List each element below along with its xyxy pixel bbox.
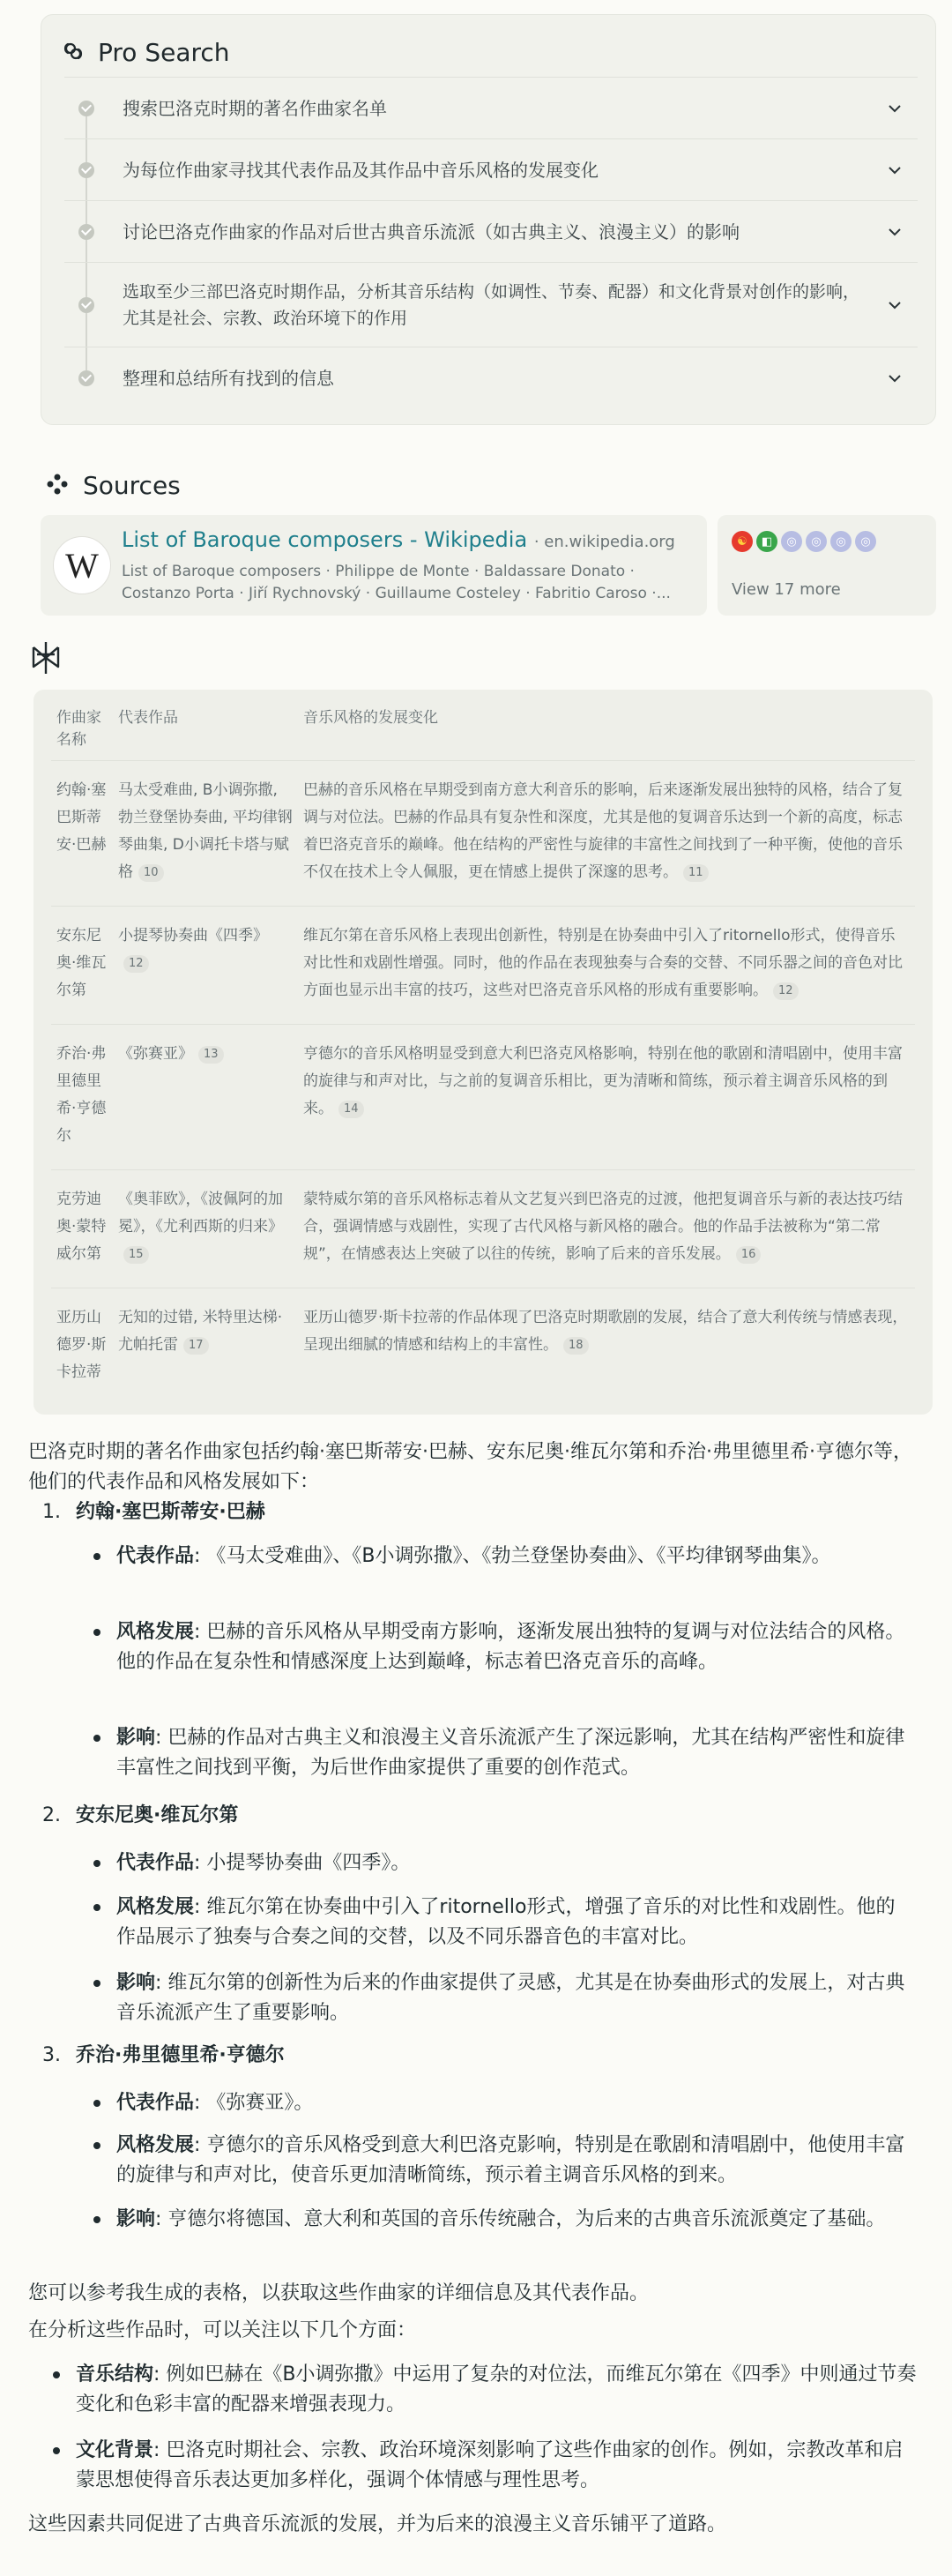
- composer-name: 乔治·弗里德里希·亨德尔: [51, 1025, 113, 1170]
- step-connector: [86, 263, 87, 297]
- list-item: 风格发展: 巴赫的音乐风格从早期受南方影响，逐渐发展出独特的复调与对位法结合的风格。他的作品在复杂性和情感深度上达到巅峰，标志着巴洛克音乐的高峰。: [116, 1617, 910, 1677]
- pro-search-steps: [64, 77, 918, 408]
- style-text: 蒙特威尔第的音乐风格标志着从文艺复兴到巴洛克的过渡，他把复调音乐与新的表达技巧结合，强调情感与戏剧性，实现了古代风格与新风格的融合。他的作品手法被称为“第二常规”，在情感表达上突破了以往的传统，影响了后来的音乐发展。: [303, 1191, 903, 1263]
- table-row: [51, 761, 915, 907]
- list-item: 影响: 巴赫的作品对古典主义和浪漫主义音乐流派产生了深远影响，尤其在结构严密性和旋律丰富性之间找到平衡，为后世作曲家提供了重要的创作范式。: [116, 1723, 910, 1783]
- works-text: 马太受难曲, B小调弥撒, 勃兰登堡协奏曲, 平均律钢琴曲集, D小调托卡塔与赋格: [118, 781, 293, 881]
- pro-search-step[interactable]: [64, 347, 918, 408]
- citation-badge[interactable]: 14: [338, 1101, 364, 1118]
- analysis-intro: 在分析这些作品时，可以关注以下几个方面：: [28, 2319, 417, 2341]
- globe-icon: ◎: [855, 531, 876, 552]
- style-text: 亨德尔的音乐风格明显受到意大利巴洛克风格影响，特别在他的歌剧和清唱剧中，使用丰富的旋律与和声对比，与之前的复调音乐相比，更为清晰和简练，预示着主调音乐风格的到来。: [303, 1045, 903, 1117]
- list-item: 影响: 亨德尔将德国、意大利和英国的音乐传统融合，为后来的古典音乐流派奠定了基础。: [116, 2205, 910, 2235]
- pro-search-step[interactable]: [64, 77, 918, 138]
- pro-search-header: [61, 38, 230, 67]
- step-connector: [86, 139, 87, 162]
- chevron-down-icon: [886, 223, 904, 241]
- citation-badge[interactable]: 15: [123, 1246, 149, 1264]
- source-card[interactable]: [41, 515, 707, 616]
- citation-badge[interactable]: 12: [123, 955, 149, 973]
- citation-badge[interactable]: 13: [198, 1046, 224, 1064]
- style-cell: [298, 761, 915, 907]
- citation-badge[interactable]: 18: [563, 1337, 589, 1355]
- style-cell: [298, 1025, 915, 1170]
- citation-badge[interactable]: 12: [773, 982, 799, 1000]
- pro-search-icon: [61, 39, 86, 67]
- pro-search-step[interactable]: [64, 138, 918, 200]
- table-row: [51, 1170, 915, 1288]
- table-row: [51, 1025, 915, 1170]
- globe-icon: ◎: [830, 531, 852, 552]
- chevron-down-icon: [886, 161, 904, 179]
- source-title[interactable]: List of Baroque composers - Wikipedia · en.wikipedia.org: [122, 527, 675, 552]
- step-connector: [86, 116, 87, 139]
- list-item: 影响: 维瓦尔第的创新性为后来的作曲家提供了灵感，尤其是在协奏曲形式的发展上，对古典音乐流派产生了重要影响。: [116, 1968, 910, 2028]
- step-label: 讨论巴洛克作曲家的作品对后世古典音乐流派（如古典主义、浪漫主义）的影响: [123, 220, 740, 243]
- chevron-down-icon: [886, 296, 904, 314]
- table-row: [51, 907, 915, 1025]
- style-cell: [298, 1288, 915, 1407]
- view-more-label: View 17 more: [732, 580, 841, 599]
- conclusion: 这些因素共同促进了古典音乐流派的发展，并为后来的浪漫主义音乐铺平了道路。: [28, 2513, 727, 2535]
- favicon-icon: ◧: [756, 531, 777, 552]
- step-label: 整理和总结所有找到的信息: [123, 367, 334, 389]
- pro-search-title: Pro Search: [98, 38, 230, 67]
- step-connector: [86, 178, 87, 201]
- column-header: 代表作品: [113, 695, 298, 761]
- check-icon: [78, 162, 94, 178]
- style-cell: [298, 907, 915, 1025]
- check-icon: [78, 224, 94, 240]
- pro-search-step[interactable]: [64, 200, 918, 262]
- sources-header: [46, 471, 181, 500]
- check-icon: [78, 370, 94, 386]
- step-connector: [86, 201, 87, 224]
- style-text: 巴赫的音乐风格在早期受到南方意大利音乐的影响，后来逐渐发展出独特的风格，结合了复调与对位法。巴赫的作品具有复杂性和深度，尤其是他的复调音乐达到一个新的高度，标志着巴洛克音乐的巅峰。他在结构的严密性与旋律的丰富性之间找到了一种平衡，使他的音乐不仅在技术上令人佩服，更在情感上提供了深邃的思考。: [303, 781, 903, 881]
- pro-search-panel: [41, 14, 936, 425]
- composer-name: 亚历山德罗·斯卡拉蒂: [56, 1309, 107, 1381]
- composer-name: 约翰·塞巴斯蒂安·巴赫: [51, 761, 113, 907]
- citation-badge[interactable]: 11: [683, 864, 709, 882]
- source-favicons: [732, 531, 876, 552]
- works-text: 《弥赛亚》: [118, 1045, 193, 1063]
- sources-icon: [46, 473, 69, 499]
- source-title-text[interactable]: List of Baroque composers - Wikipedia: [122, 527, 528, 552]
- list-item: 风格发展: 亨德尔的音乐风格受到意大利巴洛克影响，特别是在歌剧和清唱剧中，他使用丰富的旋律与和声对比，使音乐更加清晰简练，预示着主调音乐风格的到来。: [116, 2131, 910, 2191]
- works-cell: [113, 1025, 298, 1170]
- composer-name: 克劳迪奥·蒙特威尔第: [51, 1170, 113, 1288]
- list-item: 代表作品: 小提琴协奏曲《四季》。: [116, 1848, 910, 1878]
- chevron-down-icon: [886, 100, 904, 117]
- answer-logo-icon: [30, 640, 62, 679]
- chevron-down-icon: [886, 370, 904, 387]
- answer-intro: 巴洛克时期的著名作曲家包括约翰·塞巴斯蒂安·巴赫、安东尼奥·维瓦尔第和乔治·弗里德里希·亨德尔等，他们的代表作品和风格发展如下：: [28, 1441, 912, 1493]
- source-domain: en.wikipedia.org: [544, 533, 675, 551]
- favicon-icon: ☯: [732, 531, 753, 552]
- step-connector: [86, 347, 87, 370]
- column-header: 音乐风格的发展变化: [298, 695, 915, 761]
- list-item: 风格发展: 维瓦尔第在协奏曲中引入了ritornello形式，增强了音乐的对比性和戏剧性。他的作品展示了独奏与合奏之间的交替，以及不同乐器音色的丰富对比。: [116, 1893, 910, 1953]
- works-cell: [113, 1170, 298, 1288]
- works-cell: [113, 1288, 298, 1407]
- check-icon: [78, 101, 94, 116]
- sources-title: Sources: [83, 471, 181, 500]
- step-label: 为每位作曲家寻找其代表作品及其作品中音乐风格的发展变化: [123, 159, 599, 181]
- works-cell: [113, 907, 298, 1025]
- list-item: 代表作品: 《马太受难曲》、《B小调弥撒》、《勃兰登堡协奏曲》、《平均律钢琴曲集》。: [116, 1542, 910, 1572]
- step-connector: [86, 240, 87, 263]
- column-header: 作曲家名称: [51, 695, 113, 761]
- style-text: 亚历山德罗·斯卡拉蒂的作品体现了巴洛克时期歌剧的发展，结合了意大利传统与情感表现，呈现出细腻的情感和结构上的丰富性。: [303, 1309, 908, 1354]
- pro-search-step[interactable]: [64, 262, 918, 347]
- citation-badge[interactable]: 10: [138, 864, 164, 882]
- composer-heading: 1. 约翰·塞巴斯蒂安·巴赫: [42, 1501, 265, 1523]
- wikipedia-logo-icon: W: [53, 536, 111, 594]
- works-text: 《奥菲欧》，《波佩阿的加冕》，《尤利西斯的归来》: [118, 1191, 283, 1236]
- list-item: 代表作品: 《弥赛亚》。: [116, 2088, 910, 2118]
- style-cell: [298, 1170, 915, 1288]
- step-connector: [86, 313, 87, 347]
- step-label: 选取至少三部巴洛克时期作品，分析其音乐结构（如调性、节奏、配器）和文化背景对创作的影响，尤其是社会、宗教、政治环境下的作用: [123, 281, 860, 328]
- step-label: 搜索巴洛克时期的著名作曲家名单: [123, 97, 387, 119]
- works-text: 无知的过错, 米特里达梯·尤帕托雷: [118, 1309, 283, 1354]
- check-icon: [78, 297, 94, 313]
- citation-badge[interactable]: 17: [183, 1337, 209, 1355]
- works-text: 小提琴协奏曲《四季》: [118, 927, 268, 945]
- list-item: 文化背景: 巴洛克时期社会、宗教、政治环境深刻影响了这些作曲家的创作。例如，宗教改革和启蒙思想使得音乐表达更加多样化，强调个体情感与理性思考。: [76, 2436, 922, 2496]
- globe-icon: ◎: [806, 531, 827, 552]
- source-description: List of Baroque composers · Philippe de Monte · Baldassare Donato · Costanzo Porta · Jiří Rychnovský · Guillaume Costeley · Fabritio Caroso ·...: [122, 563, 671, 602]
- table-header-row: [51, 695, 915, 761]
- view-more-sources[interactable]: [718, 515, 936, 616]
- citation-badge[interactable]: 16: [736, 1246, 762, 1264]
- table-row: [51, 1288, 915, 1407]
- composer-table: [51, 695, 915, 1406]
- composer-heading: 3. 乔治·弗里德里希·亨德尔: [42, 2044, 285, 2066]
- globe-icon: ◎: [781, 531, 802, 552]
- composer-name: 安东尼奥·维瓦尔第: [51, 907, 113, 1025]
- style-text: 维瓦尔第在音乐风格上表现出创新性，特别是在协奏曲中引入了ritornello形式，使得音乐对比性和戏剧性增强。同时，他的作品在表现独奏与合奏的交替、不同乐器之间的音色对比方面也显示出丰富的技巧，这些对巴洛克音乐风格的形成有重要影响。: [303, 927, 903, 999]
- composer-table-card: [33, 690, 933, 1415]
- works-cell: [113, 761, 298, 907]
- table-reference: 您可以参考我生成的表格，以获取这些作曲家的详细信息及其代表作品。: [28, 2282, 650, 2304]
- list-item: 音乐结构: 例如巴赫在《B小调弥撒》中运用了复杂的对位法，而维瓦尔第在《四季》中则通过节奏变化和色彩丰富的配器来增强表现力。: [76, 2360, 922, 2420]
- composer-heading: 2. 安东尼奥·维瓦尔第: [42, 1804, 239, 1826]
